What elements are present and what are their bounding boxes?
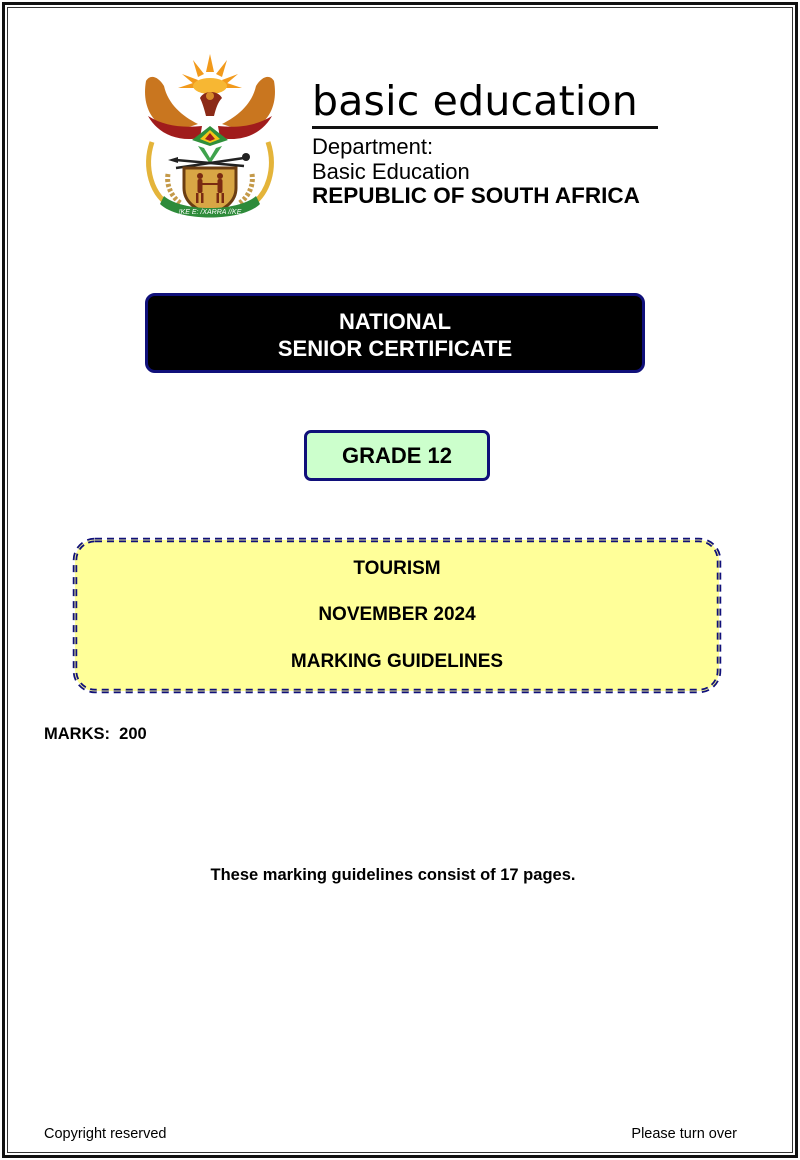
certificate-line-2: SENIOR CERTIFICATE <box>277 336 513 361</box>
subject-panel <box>72 537 722 694</box>
exam-session: NOVEMBER 2024 <box>318 604 476 625</box>
department-label: Department: <box>312 134 434 159</box>
country-name: REPUBLIC OF SOUTH AFRICA <box>312 183 640 208</box>
certificate-line-1: NATIONAL <box>338 309 452 334</box>
page-count-note: These marking guidelines consist of 17 pages. <box>210 866 576 884</box>
brand-title: basic education <box>312 77 638 125</box>
coat-of-arms-icon <box>138 46 282 222</box>
brand-rule-divider <box>312 126 658 129</box>
crest-motto: !KE E: /XARRA //KE <box>178 209 242 216</box>
footer-turn-over: Please turn over <box>631 1126 737 1142</box>
document-type: MARKING GUIDELINES <box>290 651 504 672</box>
grade-badge: GRADE 12 <box>304 430 490 481</box>
certificate-banner <box>145 293 645 373</box>
subject-name: TOURISM <box>353 558 441 579</box>
department-name: Basic Education <box>312 159 470 184</box>
total-marks: MARKS: 200 <box>44 725 147 743</box>
footer-copyright: Copyright reserved <box>44 1126 167 1142</box>
